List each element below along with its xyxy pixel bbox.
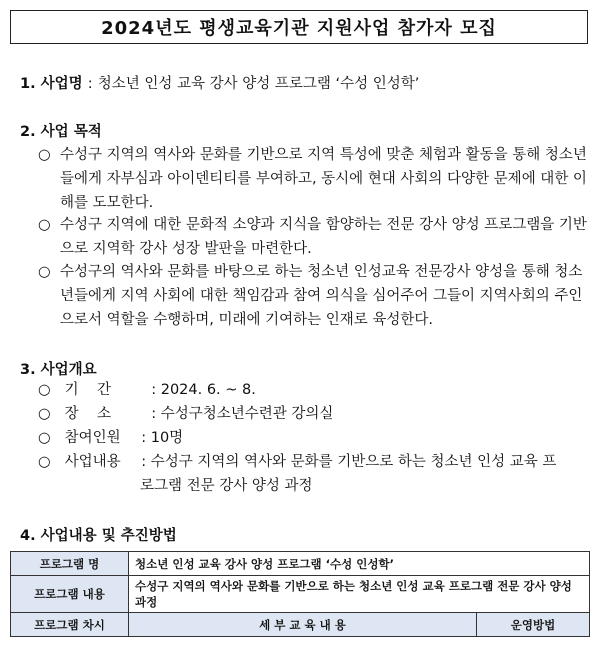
overview-label: 사업내용 — [64, 454, 121, 470]
overview-label: 참여인원 — [64, 430, 121, 446]
section-1-label: 사업명 — [40, 76, 83, 92]
bullet-circle-icon: ○ — [38, 406, 51, 422]
program-name-label: 프로그램 명 — [11, 552, 129, 576]
bullet-circle-icon: ○ — [38, 217, 51, 233]
section-1-value: 청소년 인성 교육 강사 양성 프로그램 ‘수성 인성학’ — [97, 76, 420, 92]
purpose-item-text: 수성구 지역에 대한 문화적 소양과 지식을 함양하는 전문 강사 양성 프로그램을 기반으로 지역학 강사 성장 발판을 마련한다. — [60, 217, 587, 257]
table-row — [11, 552, 590, 576]
purpose-item-1 — [38, 143, 590, 215]
program-content-label: 프로그램 내용 — [11, 576, 129, 613]
program-name-value: 청소년 인성 교육 강사 양성 프로그램 ‘수성 인성학’ — [129, 552, 590, 576]
bullet-circle-icon: ○ — [38, 382, 51, 398]
purpose-item-text: 수성구의 역사와 문화를 바탕으로 하는 청소년 인성교육 전문강사 양성을 통해 청소년들에게 지역 사회에 대한 책임감과 참여 의식을 심어주어 그들이 지역사회의 주인으로서 역할을 수행하며, 미래에 기여하는 인재로 육성한다. — [60, 264, 583, 328]
section-1 — [20, 72, 419, 93]
header-method: 운영방법 — [477, 613, 590, 637]
purpose-item-3 — [38, 260, 590, 332]
overview-row-place — [38, 402, 333, 426]
overview-value: : 10명 — [141, 430, 184, 446]
section-3-heading: 3. 사업개요 — [20, 362, 97, 378]
header-details: 세 부 교 육 내 용 — [129, 613, 477, 637]
document-title: 2024년도 평생교육기관 지원사업 참가자 모집 — [10, 10, 588, 44]
table-row — [11, 576, 590, 613]
purpose-item-text: 수성구 지역의 역사와 문화를 기반으로 지역 특성에 맞춘 체험과 활동을 통해 청소년들에게 자부심과 아이덴티티를 부여하고, 동시에 현대 사회의 다양한 문제에 대한 이해를 도모한다. — [60, 147, 587, 211]
section-2-heading: 2. 사업 목적 — [20, 124, 102, 140]
overview-label: 장 소 — [64, 406, 112, 422]
bullet-circle-icon: ○ — [38, 454, 51, 470]
overview-row-participants — [38, 426, 183, 450]
overview-value-continued: 로그램 전문 강사 양성 과정 — [140, 478, 313, 494]
program-content-value: 수성구 지역의 역사와 문화를 기반으로 하는 청소년 인성 교육 프로그램 전문 강사 양성 과정 — [129, 576, 590, 613]
bullet-circle-icon: ○ — [38, 264, 51, 280]
overview-value: : 수성구 지역의 역사와 문화를 기반으로 하는 청소년 인성 교육 프 — [141, 454, 557, 470]
overview-row-content — [38, 450, 556, 474]
section-4-heading: 4. 사업내용 및 추진방법 — [20, 528, 177, 544]
purpose-item-2 — [38, 213, 590, 261]
overview-label: 기 간 — [64, 382, 112, 398]
section-1-colon: : — [87, 76, 93, 92]
section-1-number: 1. — [20, 76, 36, 92]
overview-value: : 수성구청소년수련관 강의실 — [151, 406, 334, 422]
program-table — [10, 551, 590, 637]
header-session: 프로그램 차시 — [11, 613, 129, 637]
bullet-circle-icon: ○ — [38, 147, 51, 163]
bullet-circle-icon: ○ — [38, 430, 51, 446]
overview-row-period — [38, 378, 256, 402]
overview-value: : 2024. 6. ~ 8. — [151, 382, 256, 398]
table-header-row — [11, 613, 590, 637]
